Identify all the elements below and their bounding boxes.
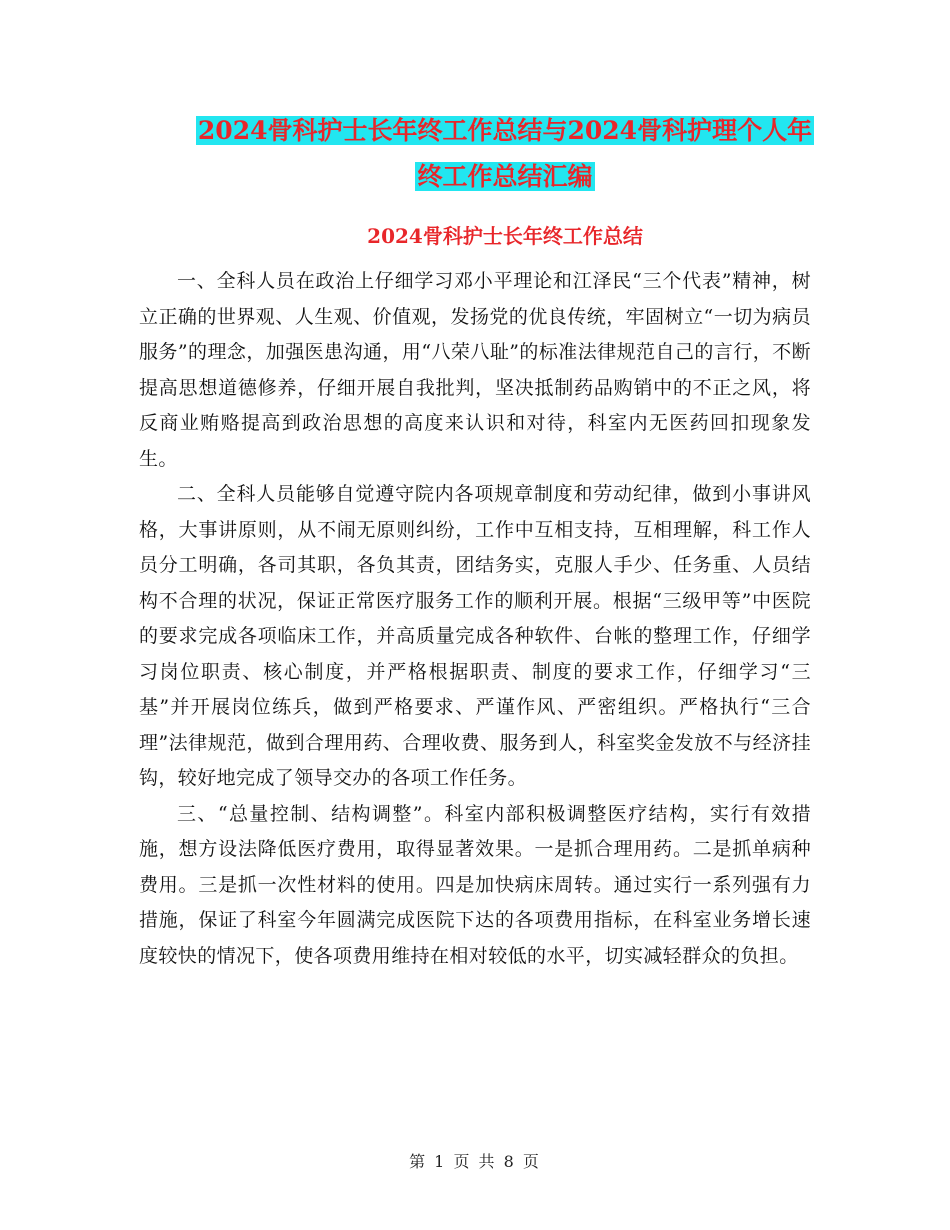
document-title-line-2: 终工作总结汇编 [417,162,593,191]
paragraph-2: 二、全科人员能够自觉遵守院内各项规章制度和劳动纪律，做到小事讲风格，大事讲原则，从不闹无原则纠纷，工作中互相支持，互相理解，科工作人员分工明确，各司其职，各负其责，团结务实，克服人手少、任务重、人员结构不合理的状况，保证正常医疗服务工作的顺利开展。根据“三级甲等”中医院的要求完成各项临床工作，并高质量完成各种软件、台帐的整理工作，仔细学习岗位职责、核心制度，并严格根据职责、制度的要求工作，仔细学习“三基”并开展岗位练兵，做到严格要求、严谨作风、严密组织。严格执行“三合理”法律规范，做到合理用药、合理收费、服务到人，科室奖金发放不与经济挂钩，较好地完成了领导交办的各项工作任务。 [139,483,811,789]
document-body [139,264,811,974]
paragraph-3: 三、“总量控制、结构调整”。科室内部积极调整医疗结构，实行有效措施，想方设法降低医疗费用，取得显著效果。一是抓合理用药。二是抓单病种费用。三是抓一次性材料的使用。四是加快病床周转。通过实行一系列强有力措施，保证了科室今年圆满完成医院下达的各项费用指标，在科室业务增长速度较快的情况下，使各项费用维持在相对较低的水平，切实减轻群众的负担。 [139,802,811,967]
document-title-line-1: 2024骨科护士长年终工作总结与2024骨科护理个人年 [197,116,813,145]
section-title: 2024骨科护士长年终工作总结 [367,224,643,248]
page-number-footer: 第 1 页 共 8 页 [409,1152,541,1171]
paragraph-1: 一、全科人员在政治上仔细学习邓小平理论和江泽民“三个代表”精神，树立正确的世界观、人生观、价值观，发扬党的优良传统，牢固树立“一切为病员服务”的理念，加强医患沟通，用“八荣八耻”的标准法律规范自己的言行，不断提高思想道德修养，仔细开展自我批判，坚决抵制药品购销中的不正之风，将反商业贿赂提高到政治思想的高度来认识和对待，科室内无医药回扣现象发生。 [139,270,811,470]
document-title [140,108,870,200]
